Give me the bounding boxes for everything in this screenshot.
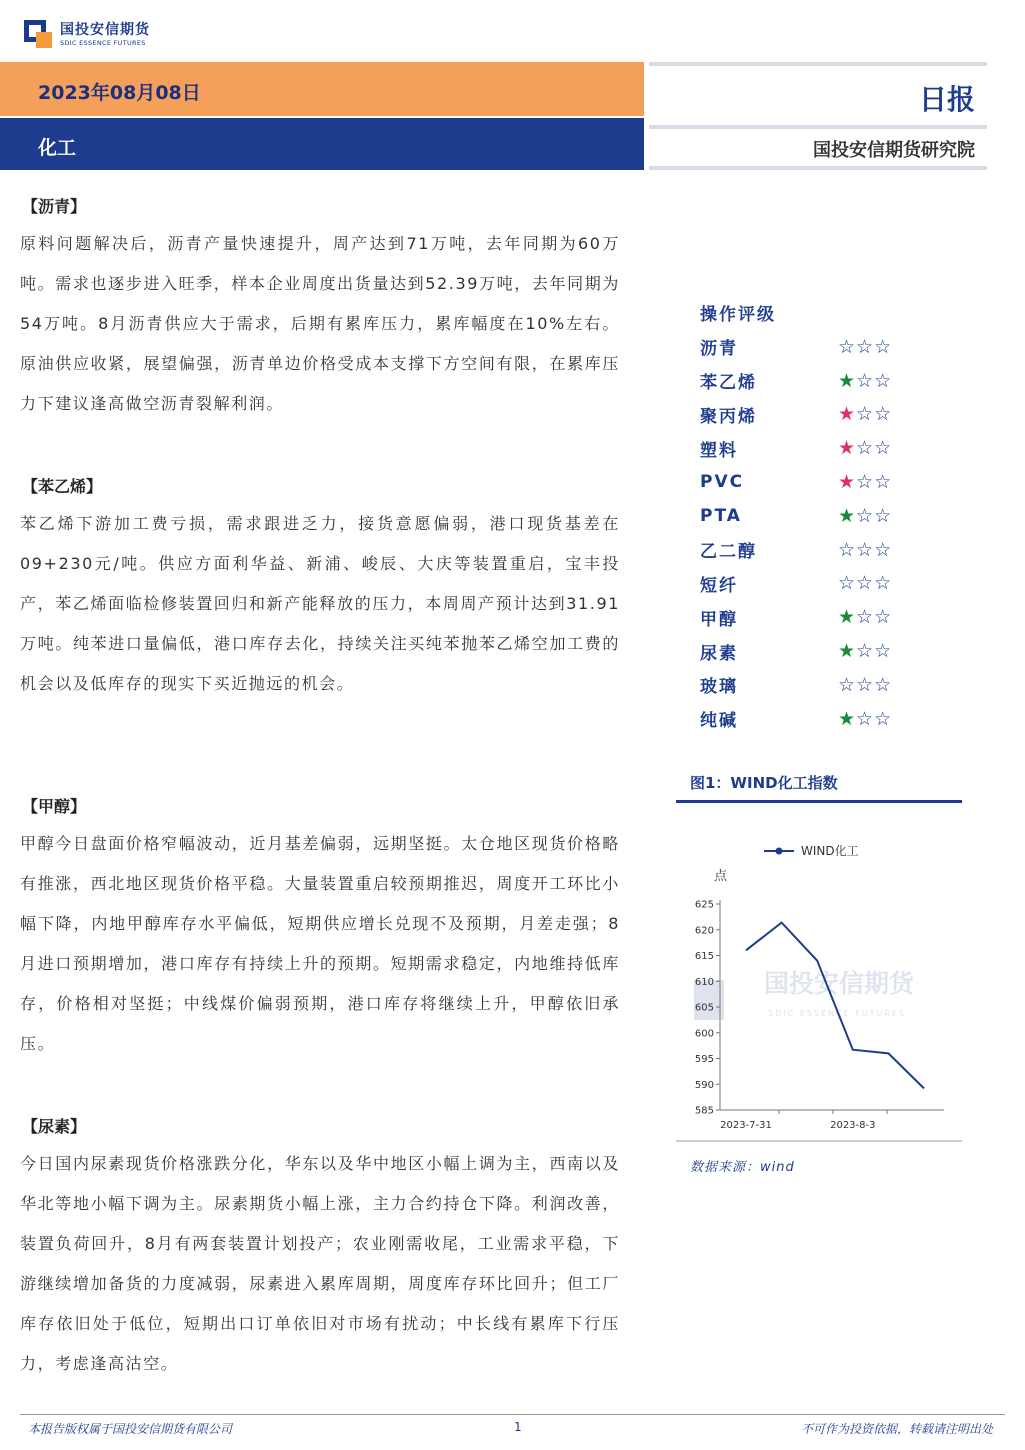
- rating-stars: [838, 640, 892, 662]
- star-outline-icon: ☆: [874, 369, 893, 392]
- rating-product-name: 甲醇: [700, 609, 738, 630]
- logo-name-en: SDIC ESSENCE FUTURES: [60, 39, 146, 48]
- y-tick-label: 610: [694, 976, 714, 988]
- figure-source: 数据来源：wind: [690, 1160, 795, 1175]
- legend-label: WIND化工: [801, 844, 859, 858]
- rating-row: [700, 499, 920, 533]
- rating-product-name: 尿素: [700, 643, 738, 664]
- section-body-urea: 今日国内尿素现货价格涨跌分化，华东以及华中地区小幅上调为主，西南以及华北等地小幅下调为主。尿素期货小幅上涨，主力合约持仓下降。利润改善，装置负荷回升，8月有两套装置计划投产；农业刚需收尾，工业需求平稳，下游继续增加备货的力度减弱，尿素进入累库周期，周度库存环比回升；但工厂库存依旧处于低位，短期出口订单依旧对市场有扰动；中长线有累库下行压力，考虑逢高沽空。: [20, 1154, 620, 1373]
- rating-stars: [838, 539, 892, 561]
- y-tick-label: 620: [694, 925, 714, 937]
- logo-name-cn: 国投安信期货: [60, 22, 150, 39]
- star-filled-icon: ★: [838, 471, 857, 494]
- section-title-styrene: 【苯乙烯】: [22, 477, 103, 496]
- rating-stars: [838, 505, 892, 527]
- section-body-styrene: 苯乙烯下游加工费亏损，需求跟进乏力，接货意愿偏弱，港口现货基差在09+230元/吨。供应方面利华益、新浦、峻辰、大庆等装置重启，宝丰投产，苯乙烯面临检修装置回归和新产能释放的压力，本周周产预计达到31.91万吨。纯苯进口量偏低，港口库存去化，持续关注买纯苯抛苯乙烯空加工费的机会以及低库存的现实下买近抛远的机会。: [20, 514, 620, 693]
- rating-stars: [838, 674, 892, 696]
- star-outline-icon: ☆: [856, 471, 875, 494]
- star-outline-icon: ☆: [874, 572, 893, 595]
- header-divider-bottom: [649, 166, 987, 170]
- chart-frame: [676, 820, 962, 1142]
- report-date: 2023年08月08日: [38, 82, 201, 104]
- y-tick-label: 605: [694, 1002, 714, 1014]
- star-outline-icon: ☆: [874, 504, 893, 527]
- star-outline-icon: ☆: [874, 606, 893, 629]
- star-outline-icon: ☆: [838, 673, 857, 696]
- rating-row: [700, 600, 920, 634]
- star-outline-icon: ☆: [856, 538, 875, 561]
- star-filled-icon: ★: [838, 606, 857, 629]
- star-outline-icon: ☆: [874, 707, 893, 730]
- series-line: [746, 923, 924, 1089]
- star-outline-icon: ☆: [856, 335, 875, 358]
- report-sector: 化工: [38, 137, 77, 159]
- watermark-subtext: SDIC ESSENCE FUTURES: [768, 1009, 907, 1018]
- rating-product-name: PTA: [700, 505, 742, 526]
- x-tick-label: 2023-7-31: [720, 1120, 772, 1131]
- section-title-asphalt: 【沥青】: [22, 197, 87, 216]
- rating-product-name: PVC: [700, 472, 745, 493]
- rating-row: [700, 398, 920, 432]
- star-filled-icon: ★: [838, 369, 857, 392]
- y-tick-label: 600: [694, 1028, 714, 1040]
- rating-stars: [838, 403, 892, 425]
- rating-row: [700, 567, 920, 601]
- legend-marker: [776, 848, 783, 855]
- rating-product-name: 聚丙烯: [700, 406, 757, 427]
- watermark-text: 国投安信期货: [764, 969, 915, 998]
- star-outline-icon: ☆: [838, 335, 857, 358]
- wind-chemical-index-chart: [676, 820, 962, 1140]
- page-number: 1: [514, 1420, 522, 1434]
- rating-product-name: 塑料: [700, 440, 738, 461]
- star-outline-icon: ☆: [874, 673, 893, 696]
- y-tick-label: 595: [694, 1054, 714, 1065]
- rating-row: [700, 364, 920, 398]
- rating-product-name: 短纤: [700, 575, 738, 596]
- star-outline-icon: ☆: [856, 403, 875, 426]
- star-outline-icon: ☆: [856, 707, 875, 730]
- institute-name: 国投安信期货研究院: [813, 140, 975, 161]
- report-type: 日报: [918, 83, 975, 116]
- star-outline-icon: ☆: [874, 640, 893, 663]
- star-outline-icon: ☆: [838, 572, 857, 595]
- star-filled-icon: ★: [838, 504, 857, 527]
- star-outline-icon: ☆: [856, 572, 875, 595]
- star-filled-icon: ★: [838, 403, 857, 426]
- rating-row: [700, 668, 920, 702]
- rating-stars: [838, 437, 892, 459]
- star-outline-icon: ☆: [874, 437, 893, 460]
- star-outline-icon: ☆: [874, 335, 893, 358]
- rating-title: 操作评级: [700, 305, 776, 325]
- header-divider-top: [649, 62, 987, 66]
- x-tick-label: 2023-8-3: [830, 1120, 876, 1131]
- rating-stars: [838, 606, 892, 628]
- rating-row: [700, 431, 920, 465]
- star-outline-icon: ☆: [874, 538, 893, 561]
- section-title-urea: 【尿素】: [22, 1117, 87, 1136]
- section-body-asphalt: 原料问题解决后，沥青产量快速提升，周产达到71万吨，去年同期为60万吨。需求也逐步进入旺季，样本企业周度出货量达到52.39万吨，去年同期为54万吨。8月沥青供应大于需求，后期有累库压力，累库幅度在10%左右。原油供应收紧，展望偏强，沥青单边价格受成本支撑下方空间有限，在累库压力下建议逢高做空沥青裂解利润。: [20, 234, 620, 413]
- rating-row: [700, 533, 920, 567]
- star-outline-icon: ☆: [856, 437, 875, 460]
- star-outline-icon: ☆: [874, 403, 893, 426]
- star-filled-icon: ★: [838, 437, 857, 460]
- figure-title: 图1：WIND化工指数: [690, 774, 838, 792]
- rating-row: [700, 330, 920, 364]
- rating-stars: [838, 370, 892, 392]
- star-outline-icon: ☆: [874, 471, 893, 494]
- y-axis-label: 点: [714, 869, 728, 884]
- star-outline-icon: ☆: [856, 504, 875, 527]
- rating-row: [700, 634, 920, 668]
- star-outline-icon: ☆: [856, 606, 875, 629]
- figure-title-underline: [676, 800, 962, 803]
- footer-divider: [20, 1414, 1005, 1415]
- footer-disclaimer: 不可作为投资依据，转载请注明出处: [800, 1422, 993, 1436]
- star-outline-icon: ☆: [856, 640, 875, 663]
- company-logo: [24, 18, 150, 52]
- rating-product-name: 沥青: [700, 339, 738, 360]
- rating-product-name: 苯乙烯: [700, 373, 757, 394]
- star-outline-icon: ☆: [838, 538, 857, 561]
- y-tick-label: 585: [694, 1105, 714, 1117]
- header-divider-middle: [649, 125, 987, 129]
- rating-stars: [838, 708, 892, 730]
- sector-banner: [0, 118, 644, 170]
- footer-copyright: 本报告版权属于国投安信期货有限公司: [28, 1422, 233, 1436]
- rating-stars: [838, 572, 892, 594]
- star-filled-icon: ★: [838, 640, 857, 663]
- y-tick-label: 590: [694, 1079, 714, 1091]
- rating-stars: [838, 471, 892, 493]
- rating-stars: [838, 336, 892, 358]
- rating-row: [700, 702, 920, 736]
- section-title-methanol: 【甲醇】: [22, 797, 87, 816]
- section-body-methanol: 甲醇今日盘面价格窄幅波动，近月基差偏弱，远期坚挺。太仓地区现货价格略有推涨，西北地区现货价格平稳。大量装置重启较预期推迟，周度开工环比小幅下降，内地甲醇库存水平偏低，短期供应增长兑现不及预期，月差走强；8月进口预期增加，港口库存有持续上升的预期。短期需求稳定，内地维持低库存，价格相对坚挺；中线煤价偏弱预期，港口库存将继续上升，甲醇依旧承压。: [20, 834, 620, 1053]
- y-tick-label: 625: [694, 899, 714, 911]
- rating-product-name: 乙二醇: [700, 542, 757, 563]
- rating-row: [700, 465, 920, 499]
- logo-mark-icon: [24, 20, 54, 50]
- operation-rating-panel: [700, 300, 920, 736]
- star-outline-icon: ☆: [856, 673, 875, 696]
- y-tick-label: 615: [694, 951, 714, 962]
- rating-product-name: 玻璃: [700, 677, 738, 698]
- rating-product-name: 纯碱: [700, 711, 738, 732]
- star-outline-icon: ☆: [856, 369, 875, 392]
- star-filled-icon: ★: [838, 707, 857, 730]
